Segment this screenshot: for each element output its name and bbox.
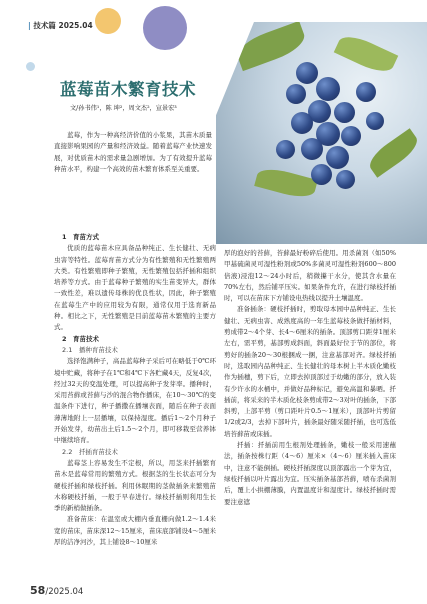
article-authors: 文/孙书伟¹，陈 坤²，周文杰²，宣景宏³ bbox=[70, 105, 177, 112]
body-paragraph: 厚的泡好的苔藓，苔藓最好粉碎后使用。用杀菌剂（如50%甲基硫菌灵可湿性粉剂或50%多菌灵可湿性粉剂600～800倍液)浸泡12～24小时后，稍微攥干水分，使其含水量在70%左右，然后铺平压实。如果条件允许，在进行绿枝扦插时，可以在苗床下方铺设电热线以提升土壤温度。 bbox=[224, 249, 396, 303]
blueberry-photo bbox=[216, 22, 427, 244]
body-paragraph: 准备插条：硬枝扦插时，剪取母本园中品种纯正、生长健壮、无病虫害、成熟度高的一年生蓝莓枝条做扦插材料，剪成带2～4个芽、长4～6厘米的插条。顶部剪口距芽1厘米左右，需平剪，基部剪成斜面，斜面最好位于节的部位，将剪好的插条20～30根捆成一捆，注意基部对齐。绿枝扦插时，选取园内品种纯正、生长健壮的母本树上半木质化嫩枝作为插穗，剪下后，立即去掉顶部过于幼嫩的部分，放入装有少许水的水桶中，并做好品种标记，避免高温和暴晒。扦插前，将采来的半木质化枝条剪成带2～3对叶的插条，下部斜剪，上部平剪（剪口距叶片0.5～1厘米），顶部叶片剪留1/2或2/3，去掉下部叶片，插条最好随采随扦插，也可选低培苔藓苗或床插。 bbox=[224, 305, 396, 438]
right-column bbox=[224, 248, 396, 508]
body-paragraph: 蓝莓茎上容易发生不定根，所以，用茎来扦插繁育苗木是蓝莓常用的繁殖方式。根据茎的生长状态可分为硬枝扦插和绿枝扦插。利用休眠期的茎做插条来繁殖苗木称硬枝扦插，一般于早春进行。绿枝扦插则利用生长季的新梢做插条。 bbox=[54, 458, 216, 513]
body-paragraph: 优质的蓝莓苗木应具备品种纯正、生长健壮、无病虫害等特性。蓝莓育苗方式分为有性繁殖和无性繁殖两大类。有性繁殖即种子繁殖，无性繁殖包括扦插和组织培养等方式。由于蓝莓种子繁殖的实生苗变异大，群体一致性差，难以遗传母株的优良性状，因此，种子繁殖在蓝莓生产中的应用较为有限，通常仅用于选育新品种。相比之下，无性繁殖是目前蓝莓苗木繁殖的主要方式。 bbox=[54, 244, 216, 332]
left-column bbox=[54, 232, 216, 548]
decor-circle-small bbox=[26, 62, 35, 71]
body-paragraph: 扦插：扦插前用生根剂处理插条，嫩枝一般采用速蘸法，插条按株行距（4～6）厘米×（4～6）厘米插入苗床中，注意不能倒插。硬枝扦插深度以顶部露出一个芽为宜，绿枝扦插以叶片露出为宜。压实插条基部苔藓，喷布杀菌剂后，覆上小拱棚薄膜，内置温度计和湿度计。绿枝扦插时需要注意遮 bbox=[224, 441, 396, 506]
section-heading: 2.1 播种育苗技术 bbox=[62, 345, 118, 354]
section-heading: 1 育苗方式 bbox=[62, 233, 100, 241]
issue-label: 2025.04 bbox=[58, 21, 93, 30]
page-footer: 58/2025.04 bbox=[30, 584, 84, 597]
intro-text: 蓝莓，作为一种高经济价值的小浆果，其苗木质量直接影响果园的产量和经济效益。随着蓝莓产业快速发展，对优质苗木的需求量急剧增加。为了有效提升蓝莓种苗水平，构建一个高效的苗木繁育体系至关重要。 bbox=[54, 131, 212, 173]
section-name: 技术篇 bbox=[33, 21, 56, 30]
header-bar: | bbox=[28, 21, 31, 30]
section-heading: 2.2 扦插育苗技术 bbox=[62, 447, 118, 456]
section-heading: 2 育苗技术 bbox=[62, 334, 100, 343]
article-title: 蓝莓苗木繁育技术 bbox=[60, 80, 196, 99]
decor-circle-purple bbox=[143, 6, 187, 50]
decor-circle-yellow bbox=[95, 8, 121, 34]
page-number: 58 bbox=[30, 584, 46, 597]
body-paragraph: 选择饱满种子，高品蓝莓种子采后可在略低于0℃环境中贮藏，将种子在1℃和4℃下各贮藏4天，反复4次，经过32天的变温处理，可以提高种子发芽率。播种时，采用苔藓或苔藓与沙的混合物作播床，在10～30℃的变温条件下进行，种子播撒在播壤表面，随后在种子表面薄薄地附上一层播壤，以保持湿度。播后1～2个月种子开始发芽，幼苗出土后1.5～2个月，即可移栽至营养钵中继续培育。 bbox=[54, 357, 216, 445]
body-paragraph: 准备苗床：在温室或大棚内垂直栅向做1.2～1.4米宽的苗床，苗床深12～15厘米，苗床底部铺设4～5厘米厚的洁净河沙，其上铺设8～10厘米 bbox=[54, 515, 216, 547]
section-header bbox=[28, 20, 93, 31]
footer-issue: 2025.04 bbox=[48, 587, 84, 597]
intro-paragraph bbox=[54, 130, 212, 175]
